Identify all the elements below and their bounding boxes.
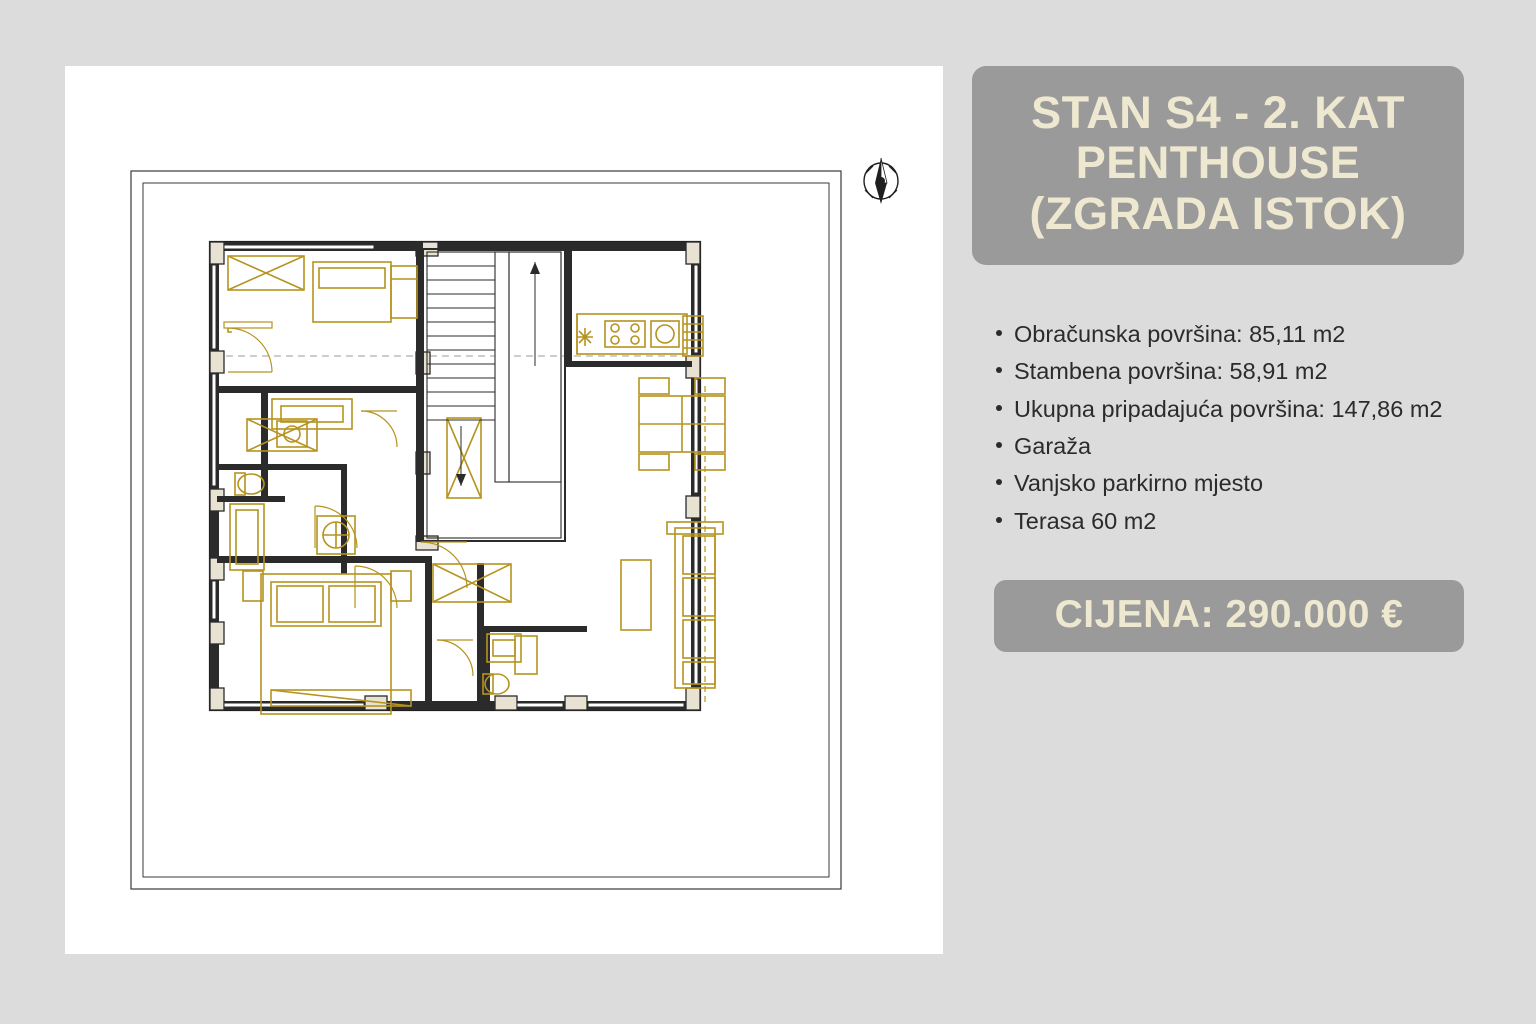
floor-plan-drawing: [65, 66, 943, 954]
toilet-upper: [235, 473, 264, 495]
kitchen-sink-icon: [651, 321, 679, 347]
kitchen-decor-icon: [577, 328, 593, 346]
bed-single-north: [313, 262, 417, 322]
kitchen-counter: [577, 314, 687, 354]
title-line-3: (ZGRADA ISTOK): [1029, 187, 1407, 239]
dining-table: [639, 378, 725, 470]
list-item: Vanjsko parkirno mjesto: [1014, 468, 1464, 498]
list-item: Obračunska površina: 85,11 m2: [1014, 319, 1464, 349]
list-item: Stambena površina: 58,91 m2: [1014, 356, 1464, 386]
plot-boundary: [131, 171, 841, 889]
sink-upper-bath: [272, 399, 352, 429]
listing-info-panel: [972, 66, 1464, 954]
floor-plan-sheet: [65, 66, 943, 954]
wardrobe-hall: [433, 564, 511, 602]
list-item: Ukupna pripadajuća površina: 147,86 m2: [1014, 394, 1464, 424]
door-upper-bath: [361, 411, 397, 447]
bed-double-master: [243, 571, 411, 714]
feature-list: [972, 319, 1464, 536]
price-label: CIJENA: 290.000 €: [1054, 593, 1404, 637]
shower-main: [317, 516, 355, 554]
price-card: [994, 580, 1464, 652]
coffee-table-living: [621, 560, 651, 630]
door-wc-bottom: [437, 640, 473, 676]
listing-title-card: [972, 66, 1464, 265]
wall-recess-north: [224, 322, 272, 328]
north-arrow-icon: [864, 158, 898, 204]
kitchen-hob-icon: [605, 321, 645, 347]
door-north-bedroom: [228, 328, 272, 372]
title-line-2: PENTHOUSE: [1075, 137, 1361, 189]
wardrobe-north: [228, 256, 304, 290]
terrace-outline: [214, 356, 694, 706]
list-item: Garaža: [1014, 431, 1464, 461]
furniture-layer: [224, 256, 725, 714]
wc-cabinet: [515, 636, 537, 674]
wardrobe-stair-side: [447, 418, 481, 498]
list-item: Terasa 60 m2: [1014, 506, 1464, 536]
sink-wc-bottom: [487, 634, 521, 662]
title-line-1: STAN S4 - 2. KAT: [1031, 87, 1405, 138]
